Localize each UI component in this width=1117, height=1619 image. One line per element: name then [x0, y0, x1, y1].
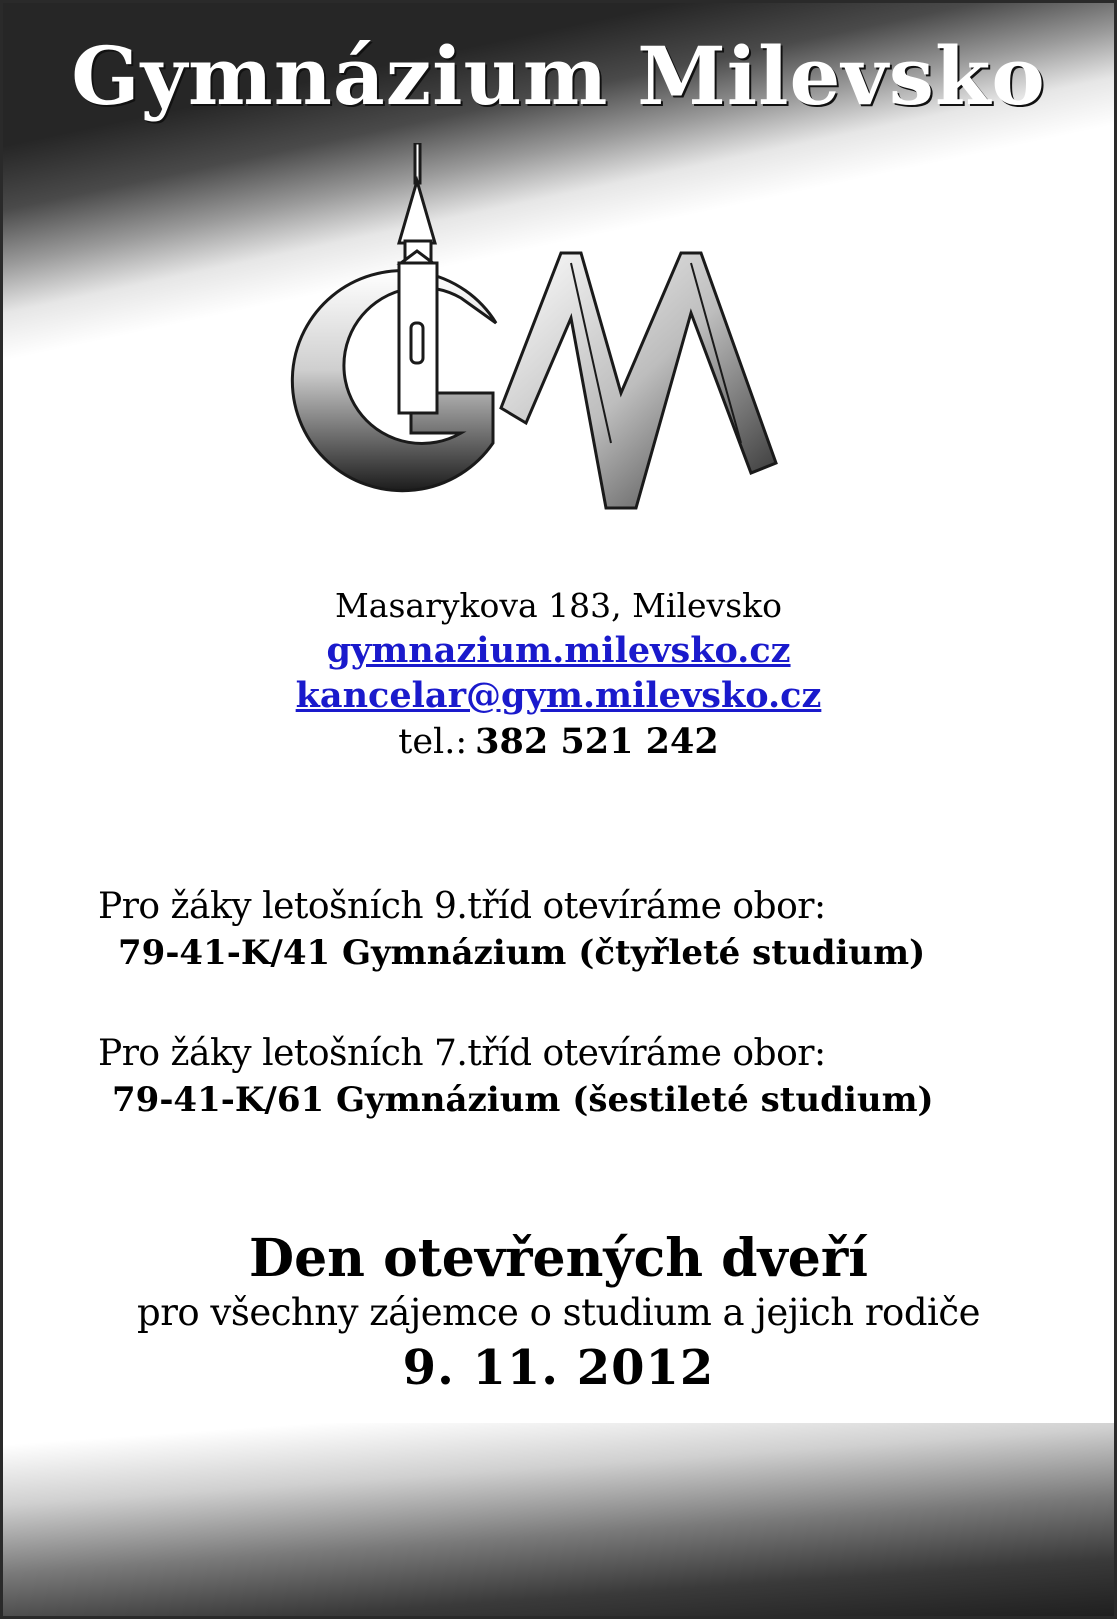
school-logo: [271, 143, 811, 543]
program-code: 79-41-K/61 Gymnázium (šestileté studium): [112, 1080, 934, 1120]
contact-block: [3, 583, 1114, 766]
event-subtitle: pro všechny zájemce o studium a jejich rodiče: [137, 1291, 980, 1334]
open-day-block: [3, 1228, 1114, 1400]
program-block: [98, 883, 1078, 975]
church-tower-shape: [399, 143, 437, 413]
program-intro: Pro žáky letošních 9.tříd otevíráme obor:: [98, 886, 826, 927]
program-block: [98, 1030, 1078, 1122]
event-date: 9. 11. 2012: [402, 1340, 715, 1396]
letter-g-shape: [292, 271, 496, 491]
bottom-gradient-band: [3, 1423, 1114, 1619]
event-title: Den otevřených dveří: [249, 1228, 868, 1289]
program-intro: Pro žáky letošních 7.tříd otevíráme obor:: [98, 1033, 826, 1074]
school-title: Gymnázium Milevsko: [71, 29, 1046, 123]
phone-line: [3, 718, 1114, 766]
website-link[interactable]: gymnazium.milevsko.cz: [326, 630, 791, 671]
letter-m-shape: [501, 253, 776, 508]
email-link[interactable]: kancelar@gym.milevsko.cz: [295, 675, 822, 716]
program-code: 79-41-K/41 Gymnázium (čtyřleté studium): [118, 933, 926, 973]
phone-label: tel.:: [398, 722, 468, 762]
phone-number: 382 521 242: [475, 721, 719, 762]
address: Masarykova 183, Milevsko: [335, 586, 782, 625]
